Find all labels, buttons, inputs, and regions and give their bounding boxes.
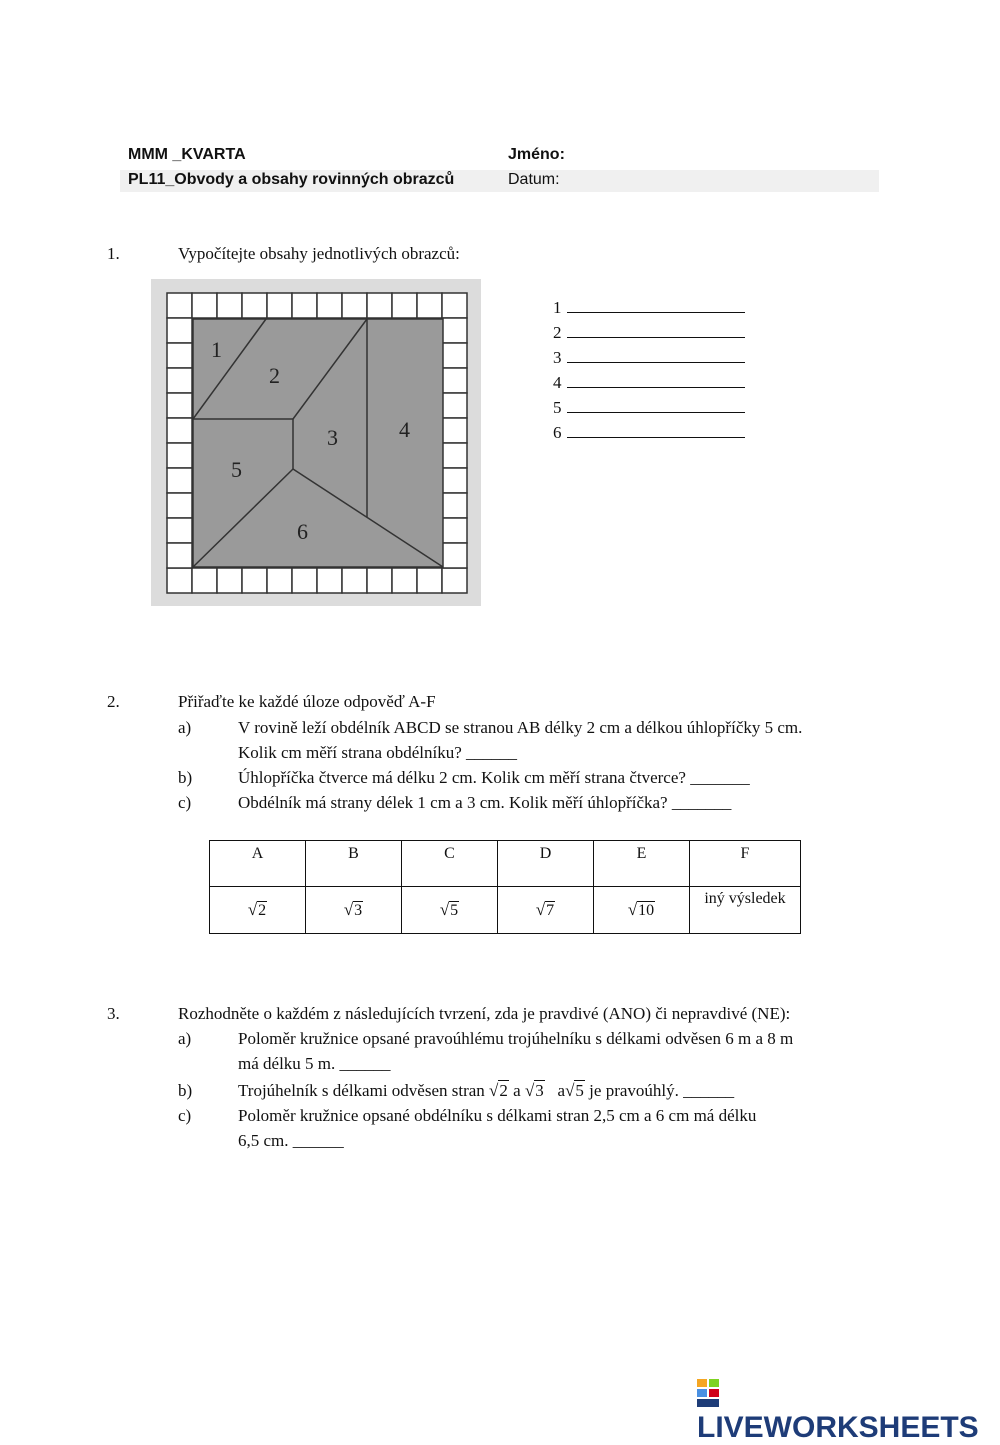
option-header-e: E (594, 841, 690, 887)
option-radicand-b: 3 (354, 902, 363, 919)
option-header-f: F (690, 841, 801, 887)
grid-cell (167, 368, 192, 393)
q2-number: 2. (107, 692, 120, 711)
answer-blank-2[interactable] (567, 321, 745, 338)
q1-number: 1. (107, 244, 120, 263)
sqrt-symbol: √ (627, 900, 638, 919)
grid-cell (442, 543, 467, 568)
figure-label-4: 4 (399, 417, 410, 442)
grid-cell (167, 443, 192, 468)
sqrt-symbol: √ (439, 900, 450, 919)
option-header-d: D (498, 841, 594, 887)
figure-label-1: 1 (211, 337, 222, 362)
grid-cell (242, 568, 267, 593)
grid-cell (192, 568, 217, 593)
q3b-radicand-2: 3 (535, 1081, 544, 1100)
grid-cell (442, 418, 467, 443)
q1-prompt: Vypočítejte obsahy jednotlivých obrazců: (178, 244, 460, 263)
q3b-radicand-3: 5 (575, 1081, 584, 1100)
answer-label-1: 1 (553, 298, 562, 317)
grid-cell (167, 418, 192, 443)
answer-label-3: 3 (553, 348, 562, 367)
sqrt-symbol: √ (535, 900, 546, 919)
grid-cell (292, 293, 317, 318)
options-header-row (210, 841, 801, 887)
shapes-figure (151, 279, 481, 606)
option-value-f: iný výsledek (690, 887, 801, 934)
answer-line-6[interactable] (553, 421, 745, 443)
grid-cell (217, 293, 242, 318)
q3b-line[interactable] (238, 1081, 734, 1101)
figure-label-6: 6 (297, 519, 308, 544)
answer-line-2[interactable] (553, 321, 745, 343)
liveworksheets-logo-icon (697, 1379, 719, 1407)
grid-cell (417, 568, 442, 593)
grid-cell (392, 293, 417, 318)
q3a-line2[interactable]: má délku 5 m. ______ (238, 1054, 391, 1073)
option-radicand-d: 7 (546, 902, 555, 919)
grid-cell (167, 568, 192, 593)
grid-cell (442, 518, 467, 543)
grid-cell (292, 568, 317, 593)
q3-number: 3. (107, 1004, 120, 1023)
option-value-a (210, 887, 306, 934)
name-label: Jméno: (508, 146, 565, 163)
grid-cell (217, 568, 242, 593)
grid-cell (317, 293, 342, 318)
q3b-post: je pravoúhlý. ______ (584, 1081, 735, 1100)
grid-cell (442, 368, 467, 393)
q3c-letter: c) (178, 1106, 192, 1125)
date-label: Datum: (508, 171, 560, 188)
answer-blank-1[interactable] (567, 296, 745, 313)
grid-cell (167, 318, 192, 343)
option-radicand-a: 2 (258, 902, 267, 919)
answer-blank-6[interactable] (567, 421, 745, 438)
q3b-letter: b) (178, 1081, 193, 1100)
q2b-line1[interactable]: Úhlopříčka čtverce má délku 2 cm. Kolik cm měří strana čtverce? _______ (238, 768, 750, 787)
grid-cell (167, 468, 192, 493)
grid-cell (367, 568, 392, 593)
grid-cell (192, 293, 217, 318)
answer-label-2: 2 (553, 323, 562, 342)
q2b-letter: b) (178, 768, 193, 787)
sqrt-symbol: √ (343, 900, 354, 919)
grid-cell (167, 293, 192, 318)
answer-options-table (209, 840, 801, 934)
option-value-b (306, 887, 402, 934)
grid-cell (442, 568, 467, 593)
options-value-row (210, 887, 801, 934)
option-header-b: B (306, 841, 402, 887)
option-radicand-c: 5 (450, 902, 459, 919)
answer-line-1[interactable] (553, 296, 745, 318)
sqrt-symbol: √ (565, 1081, 575, 1100)
figure-label-5: 5 (231, 457, 242, 482)
answer-label-5: 5 (553, 398, 562, 417)
grid-cell (442, 343, 467, 368)
grid-cell (392, 568, 417, 593)
answer-blank-4[interactable] (567, 371, 745, 388)
grid-cell (442, 318, 467, 343)
figure-label-3: 3 (327, 425, 338, 450)
grid-cell (267, 293, 292, 318)
answer-label-4: 4 (553, 373, 562, 392)
grid-cell (342, 568, 367, 593)
grid-cell (167, 518, 192, 543)
option-radicand-e: 10 (638, 902, 655, 919)
option-header-a: A (210, 841, 306, 887)
grid-cell (167, 343, 192, 368)
grid-cell (442, 293, 467, 318)
q2a-line2[interactable]: Kolik cm měří strana obdélníku? ______ (238, 743, 518, 762)
q3a-letter: a) (178, 1029, 192, 1048)
grid-cell (167, 543, 192, 568)
grid-cell (442, 493, 467, 518)
grid-cell (442, 468, 467, 493)
liveworksheets-brand: LIVEWORKSHEETS (697, 1411, 979, 1444)
class-label: MMM _KVARTA (128, 146, 246, 163)
answer-blank-3[interactable] (567, 346, 745, 363)
q2-prompt: Přiřaďte ke každé úloze odpověď A-F (178, 692, 436, 711)
q2a-line1: V rovině leží obdélník ABCD se stranou AB délky 2 cm a délkou úhlopříčky 5 cm. (238, 718, 803, 737)
sqrt-symbol: √ (247, 900, 258, 919)
q2c-line1[interactable]: Obdélník má strany délek 1 cm a 3 cm. Kolik měří úhlopříčka? _______ (238, 793, 732, 812)
answer-line-3[interactable] (553, 346, 745, 368)
q3c-line2[interactable]: 6,5 cm. ______ (238, 1131, 344, 1150)
q2c-letter: c) (178, 793, 192, 812)
sqrt-symbol: √ (489, 1081, 499, 1100)
q3a-line1: Poloměr kružnice opsané pravoúhlému trojúhelníku s délkami odvěsen 6 m a 8 m (238, 1029, 794, 1048)
grid-cell (417, 293, 442, 318)
option-value-c (402, 887, 498, 934)
grid-cell (442, 393, 467, 418)
grid-cell (267, 568, 292, 593)
q3b-and-2: a (544, 1081, 566, 1100)
q3b-and-1: a (508, 1081, 525, 1100)
q3c-line1: Poloměr kružnice opsané obdélníku s délkami stran 2,5 cm a 6 cm má délku (238, 1106, 757, 1125)
q3-prompt: Rozhodněte o každém z následujících tvrzení, zda je pravdivé (ANO) či nepravdivé (NE): (178, 1004, 791, 1023)
option-value-e (594, 887, 690, 934)
option-header-c: C (402, 841, 498, 887)
answer-line-5[interactable] (553, 396, 745, 418)
liveworksheets-logo (697, 1377, 1000, 1445)
worksheet-title: PL11_Obvody a obsahy rovinných obrazců (128, 171, 455, 188)
answer-label-6: 6 (553, 423, 562, 442)
sqrt-symbol: √ (524, 1081, 535, 1100)
grid-cell (367, 293, 392, 318)
q3b-pre: Trojúhelník s délkami odvěsen stran (238, 1081, 490, 1100)
grid-cell (167, 493, 192, 518)
grid-cell (317, 568, 342, 593)
option-value-d (498, 887, 594, 934)
q2a-letter: a) (178, 718, 192, 737)
grid-cell (342, 293, 367, 318)
grid-cell (242, 293, 267, 318)
figure-label-2: 2 (269, 363, 280, 388)
answer-blank-5[interactable] (567, 396, 745, 413)
grid-cell (442, 443, 467, 468)
answer-line-4[interactable] (553, 371, 745, 393)
grid-cell (167, 393, 192, 418)
q3b-radicand-1: 2 (499, 1081, 508, 1100)
